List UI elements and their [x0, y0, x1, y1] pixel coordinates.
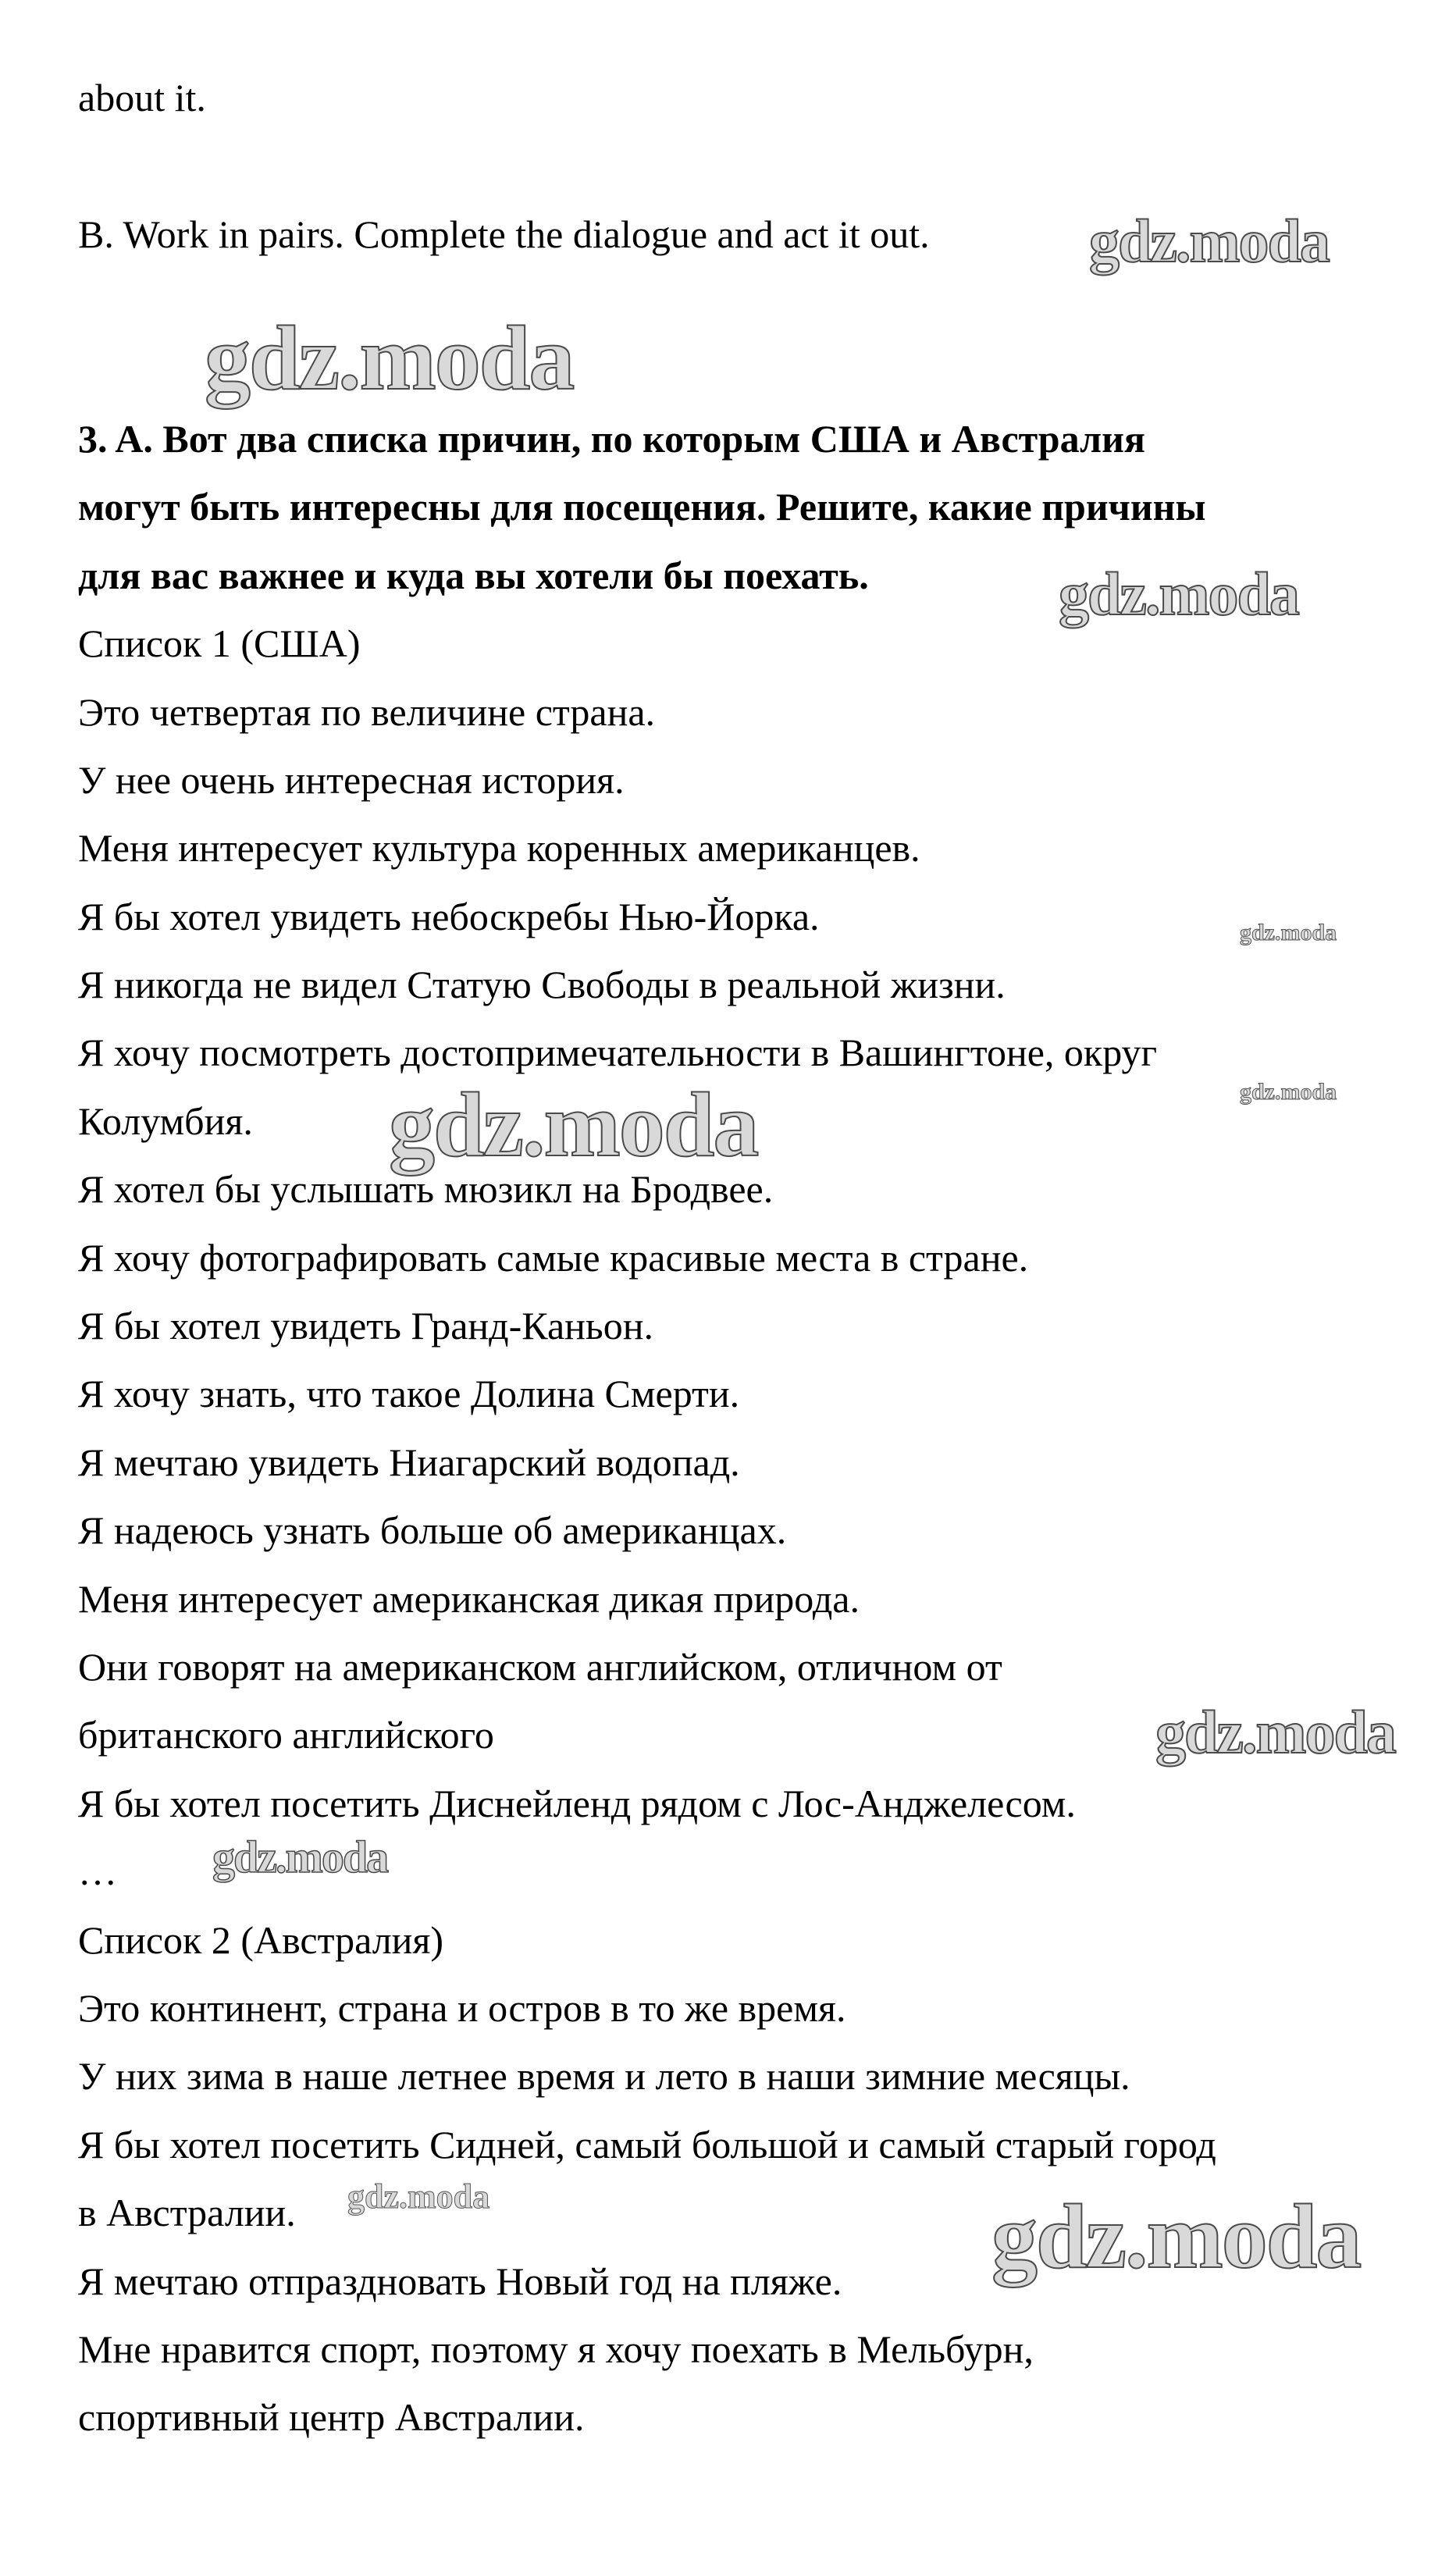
watermark-logo: gdz.moda: [1059, 560, 1298, 628]
list1-item: Меня интересует американская дикая природа.: [78, 1576, 860, 1621]
list1-item: Я бы хотел посетить Диснейленд рядом с Лос-Анджелесом.: [78, 1781, 1076, 1825]
list1-title: Список 1 (США): [78, 621, 361, 666]
watermark-logo: gdz.moda: [991, 2185, 1361, 2287]
intro-task-b: B. Work in pairs. Complete the dialogue and act it out.: [78, 212, 930, 256]
document-body: [78, 64, 1405, 2452]
watermark-logo: gdz.moda: [389, 1073, 758, 1176]
list2-item: Мне нравится спорт, поэтому я хочу поехать в Мельбурн,: [78, 2327, 1034, 2371]
list1-item: Они говорят на американском английском, отличном от: [78, 1644, 1002, 1689]
list1-item: Я никогда не видел Статую Свободы в реальной жизни.: [78, 963, 1006, 1007]
list2-item: У них зима в наше летнее время и лето в наши зимние месяцы.: [78, 2054, 1130, 2099]
list2-item: в Австралии.: [78, 2191, 296, 2235]
watermark-logo: gdz.moda: [1155, 1698, 1395, 1766]
list2-item: спортивный центр Австралии.: [78, 2395, 585, 2440]
list1-item: Я бы хотел увидеть Гранд-Каньон.: [78, 1304, 653, 1348]
list1-item: Это четвертая по величине страна.: [78, 689, 656, 734]
list1-item: Я бы хотел увидеть небоскребы Нью-Йорка.: [78, 894, 820, 938]
list2-item: Я бы хотел посетить Сидней, самый большой и самый старый город: [78, 2122, 1216, 2166]
list1-item: Я хочу знать, что такое Долина Смерти.: [78, 1372, 740, 1416]
list2-item: Я мечтаю отпраздновать Новый год на пляже.: [78, 2259, 842, 2303]
list2-item: Это континент, страна и остров в то же время.: [78, 1985, 846, 2030]
watermark-logo: gdz.moda: [212, 1832, 388, 1882]
list1-ellipsis: …: [78, 1850, 117, 1894]
list1-item: британского английского: [78, 1713, 494, 1757]
list1-item: Я надеюсь узнать больше об американцах.: [78, 1508, 787, 1553]
list1-item: Меня интересует культура коренных американцев.: [78, 826, 920, 870]
watermark-logo: gdz.moda: [1240, 920, 1337, 945]
list1-item: Я мечтаю увидеть Ниагарский водопад.: [78, 1440, 740, 1484]
intro-line: about it.: [78, 76, 206, 119]
list1-item: Я хочу фотографировать самые красивые места в стране.: [78, 1235, 1029, 1280]
watermark-logo: gdz.moda: [347, 2177, 490, 2216]
list1-item: У нее очень интересная история.: [78, 757, 625, 802]
list2-title: Список 2 (Австралия): [78, 1917, 444, 1962]
task-heading: 3. A. Вот два списка причин, по которым США и Австралия: [78, 416, 1145, 461]
task-heading: могут быть интересны для посещения. Решите, какие причины: [78, 485, 1206, 529]
list1-item: Я хочу посмотреть достопримечательности в Вашингтоне, округ: [78, 1031, 1158, 1075]
watermark-logo: gdz.moda: [1089, 207, 1329, 275]
list1-item: Колумбия.: [78, 1098, 253, 1143]
watermark-logo: gdz.moda: [205, 307, 574, 409]
task-heading: для вас важнее и куда вы хотели бы поехать.: [78, 553, 869, 597]
list1-item: Я хотел бы услышать мюзикл на Бродвее.: [78, 1167, 774, 1212]
watermark-logo: gdz.moda: [1240, 1079, 1337, 1105]
blank-line: [78, 132, 1405, 200]
